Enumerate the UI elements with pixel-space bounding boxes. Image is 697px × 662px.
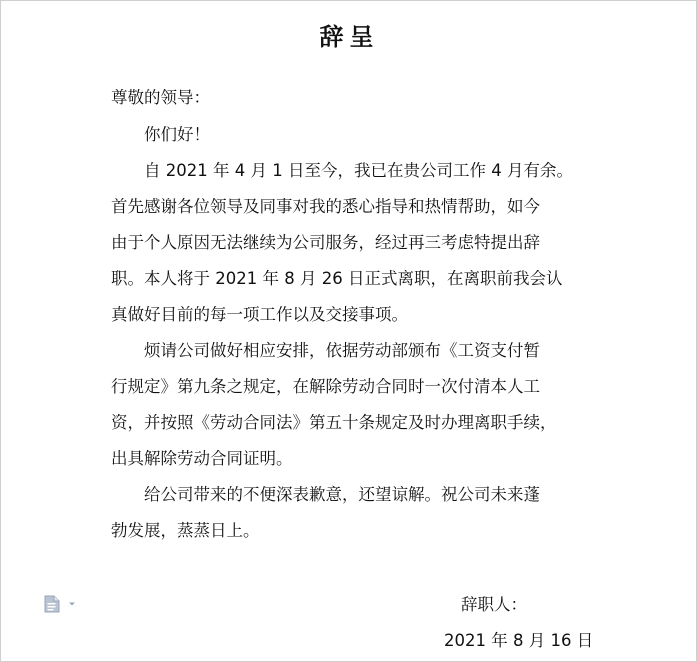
signer-label: 辞职人： bbox=[461, 595, 527, 614]
paragraph-line: 勃发展，蒸蒸日上。 bbox=[111, 521, 260, 540]
salutation: 尊敬的领导： bbox=[111, 88, 210, 107]
paragraph-line: 出具解除劳动合同证明。 bbox=[111, 449, 293, 468]
greeting-paragraph: 你们好！ bbox=[144, 125, 210, 144]
paragraph-line: 真做好目前的每一项工作以及交接事项。 bbox=[111, 305, 408, 324]
document-icon[interactable] bbox=[44, 595, 60, 613]
paragraph-line: 给公司带来的不便深表歉意，还望谅解。祝公司未来蓬 bbox=[144, 485, 540, 504]
letter-body bbox=[111, 117, 611, 549]
paragraph-line: 烦请公司做好相应安排，依据劳动部颁布《工资支付暂 bbox=[144, 341, 540, 360]
paragraph-line: 首先感谢各位领导及同事对我的悉心指导和热情帮助，如今 bbox=[111, 197, 540, 216]
chevron-down-icon[interactable] bbox=[67, 599, 77, 609]
document-title: 辞呈 bbox=[319, 23, 380, 51]
letter-date: 2021 年 8 月 16 日 bbox=[444, 631, 594, 650]
paragraph-line: 自 2021 年 4 月 1 日至今，我已在贵公司工作 4 月有余。 bbox=[144, 161, 573, 180]
paragraph-line: 资，并按照《劳动合同法》第五十条规定及时办理离职手续， bbox=[111, 413, 557, 432]
paragraph-line: 由于个人原因无法继续为公司服务，经过再三考虑特提出辞 bbox=[111, 233, 540, 252]
paragraph-line: 职。本人将于 2021 年 8 月 26 日正式离职，在离职前我会认 bbox=[111, 269, 563, 288]
paragraph-line: 行规定》第九条之规定，在解除劳动合同时一次付清本人工 bbox=[111, 377, 540, 396]
